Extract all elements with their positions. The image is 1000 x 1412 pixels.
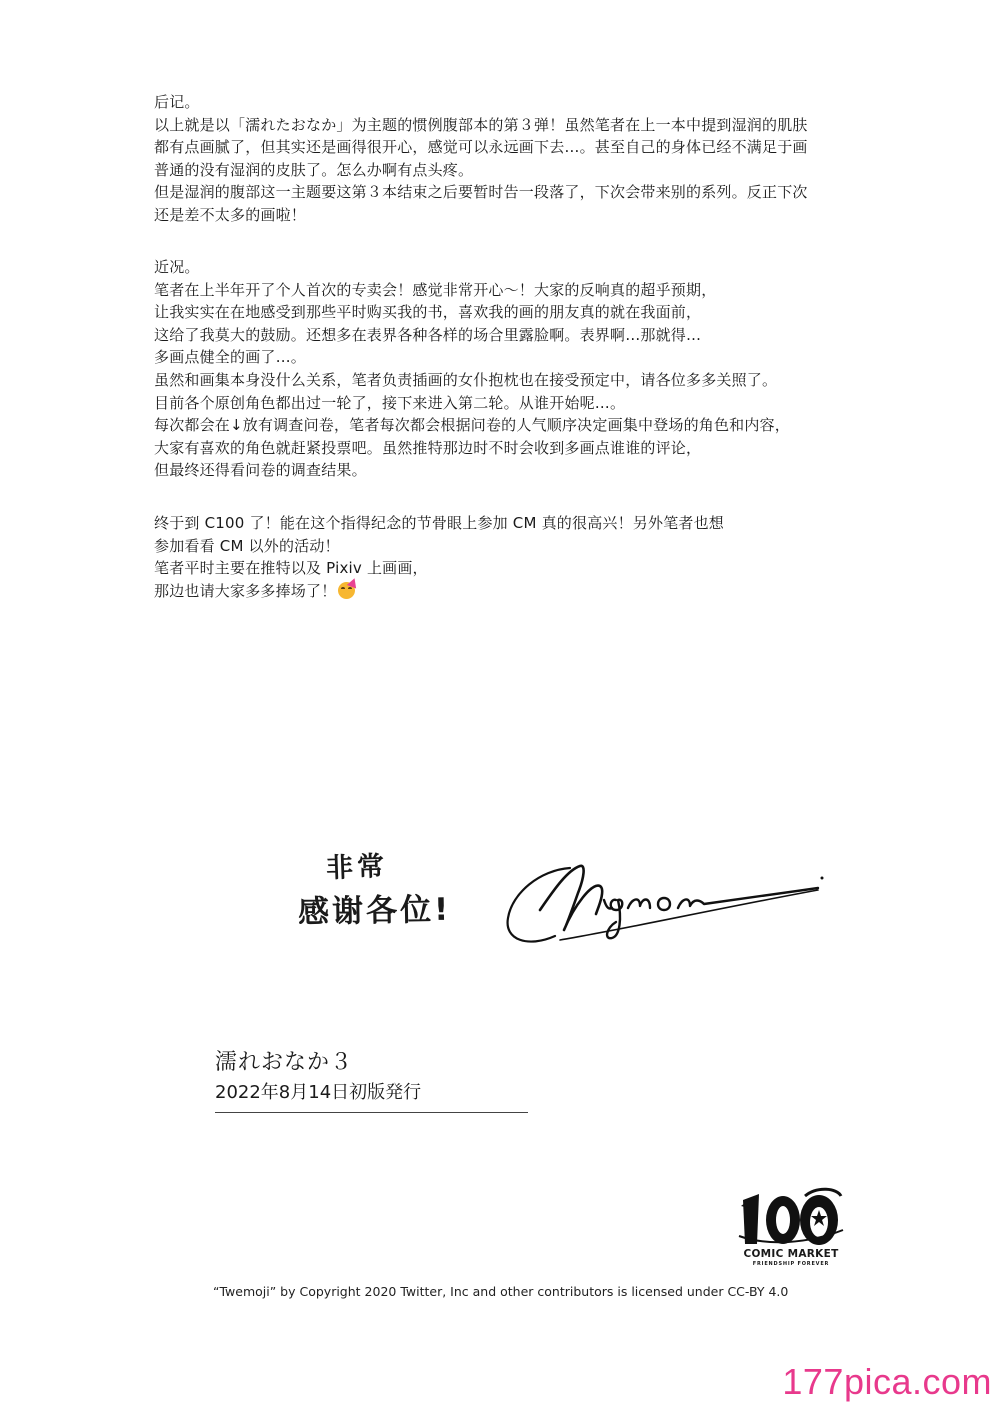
logo-name: COMIC MARKET — [743, 1248, 839, 1260]
thanks-handwriting — [297, 845, 468, 931]
c100-emblem-icon — [737, 1186, 845, 1248]
thanks-line2: 感谢各位! — [297, 891, 452, 931]
afterword-section — [154, 91, 934, 227]
recent-line: 虽然和画集本身没什么关系，笔者负责插画的女仆抱枕也在接受预定中，请各位多多关照了。 — [154, 370, 778, 389]
recent-line: 这给了我莫大的鼓励。还想多在表界各种各样的场合里露脸啊。表界啊…那就得… — [154, 325, 702, 344]
twemoji-license-notice: “Twemoji” by Copyright 2020 Twitter, Inc and other contributors is licensed under CC-BY 4.0 — [213, 1284, 789, 1299]
recent-line: 但最终还得看问卷的调查结果。 — [154, 461, 367, 480]
recent-line: 笔者在上半年开了个人首次的专卖会！感觉非常开心～！大家的反响真的超乎预期， — [154, 280, 717, 299]
c100-line: 参加看看 CM 以外的活动！ — [154, 536, 340, 555]
afterword-line: 普通的没有湿润的皮肤了。怎么办啊有点头疼。 — [154, 160, 474, 179]
recent-line: 近况。 — [154, 258, 200, 276]
c100-line: 终于到 C100 了！能在这个指得纪念的节骨眼上参加 CM 真的很高兴！另外笔者也想 — [154, 514, 724, 532]
colophon-divider — [215, 1112, 528, 1113]
c100-section — [154, 512, 934, 602]
recent-line: 大家有喜欢的角色就赶紧投票吧。虽然推特那边时不时会收到多画点谁谁的评论， — [154, 438, 702, 457]
colophon-title: 濡れおなか３ — [215, 1050, 354, 1075]
comic-market-100-logo — [737, 1186, 845, 1266]
recent-line: 多画点健全的画了…。 — [154, 348, 307, 367]
recent-news-section — [154, 256, 934, 482]
recent-line: 目前各个原创角色都出过一轮了，接下来进入第二轮。从谁开始呢…。 — [154, 393, 626, 412]
afterword-line: 都有点画腻了，但其实还是画得很开心，感觉可以永远画下去…。甚至自己的身体已经不满足于画 — [154, 138, 808, 157]
afterword-line: 以上就是以「濡れたおなか」为主题的惯例腹部本的第３弹！虽然笔者在上一本中提到湿润的肌肤 — [154, 115, 808, 134]
c100-line-with-emoji — [154, 580, 934, 603]
recent-line: 让我实实在在地感受到那些平时购买我的书，喜欢我的画的朋友真的就在我面前， — [154, 303, 702, 322]
thanks-line1: 非常 — [325, 850, 389, 885]
logo-tagline: FRIENDSHIP FOREVER — [752, 1261, 830, 1267]
mignon-signature-icon — [500, 848, 830, 953]
afterword-line: 还是差不太多的画啦！ — [154, 205, 307, 224]
site-watermark: 177pica.com — [782, 1361, 992, 1402]
partying-face-icon — [338, 582, 355, 599]
c100-line: 那边也请大家多多捧场了！ — [154, 581, 337, 600]
c100-line: 笔者平时主要在推特以及 Pixiv 上画画， — [154, 559, 428, 578]
afterword-line: 但是湿润的腹部这一主题要这第３本结束之后要暂时告一段落了，下次会带来别的系列。反正下次 — [154, 183, 808, 202]
afterword-line: 后记。 — [154, 93, 200, 111]
colophon-date: 2022年8月14日初版発行 — [215, 1082, 422, 1103]
recent-line: 每次都会在↓放有调查问卷，笔者每次都会根据问卷的人气顺序决定画集中登场的角色和内容， — [154, 416, 790, 435]
